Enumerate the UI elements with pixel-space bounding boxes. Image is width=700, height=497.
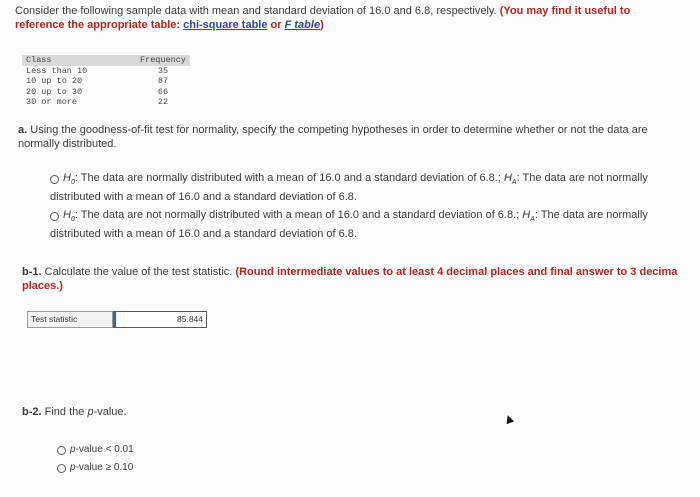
frequency-table (22, 55, 190, 108)
part-b2-text: Find the (44, 406, 85, 418)
class-cell: 20 up to 30 (26, 86, 83, 97)
intro-paren: ) (320, 19, 324, 31)
freq-cell: 22 (157, 97, 169, 107)
part-b1-question (22, 266, 677, 278)
hypothesis-option-2-line-2: distributed with a mean of 16.0 and a standard deviation of 6.8. (50, 228, 357, 240)
intro-or: or (270, 19, 282, 31)
freq-cell: 87 (157, 76, 169, 86)
intro-line-1 (15, 5, 630, 17)
pvalue-option-1-label: p-value < 0.01 (70, 444, 134, 455)
table-row (22, 87, 190, 98)
mouse-cursor-icon (504, 414, 514, 424)
class-cell: Less than 10 (26, 65, 88, 76)
part-b2-p: p (87, 406, 94, 418)
table-header (22, 55, 190, 66)
hypothesis-option-1-line-2: distributed with a mean of 16.0 and a standard deviation of 6.8. (50, 191, 357, 203)
part-b2-question (22, 406, 127, 418)
part-b2-text-end: -value. (93, 406, 127, 418)
part-a-question-line-2: normally distributed. (18, 138, 117, 150)
header-frequency: Frequency (136, 55, 190, 66)
table-row (22, 66, 190, 77)
pvalue-option-2-label: p-value ≥ 0.10 (70, 462, 134, 473)
pvalue-option-2-radio[interactable] (57, 464, 66, 473)
pvalue-option-1-radio[interactable] (57, 446, 66, 455)
part-a-label: a. (18, 124, 28, 136)
part-a-question (18, 124, 648, 136)
hypothesis-option-1-line-1: $H_0$: The data are normally distributed with a mean of 16.0 and a standard deviation of 6.8.; $H_A$: The data are not normally (63, 172, 648, 187)
freq-cell: 66 (157, 86, 169, 97)
part-b1-note: (Round intermediate values to at least 4 decimal places and final answer to 3 decima (235, 266, 678, 278)
test-statistic-input[interactable]: 85.844 (113, 311, 207, 328)
part-a-text: Using the goodness-of-fit test for normality, specify the competing hypotheses in order to determine whether or not the data are (30, 124, 648, 136)
test-statistic-label: Test statistic (27, 311, 113, 328)
table-row (22, 76, 190, 87)
f-table-link[interactable]: F table (284, 19, 321, 31)
hypothesis-option-2-line-1: $H_0$: The data are not normally distributed with a mean of 16.0 and a standard deviation of 6.8.; $H_A$: The data are normally (63, 209, 648, 224)
intro-note-2: reference the appropriate table: (15, 19, 181, 31)
hypothesis-option-2-radio[interactable] (50, 212, 59, 221)
part-b2-label: b-2. (22, 406, 42, 418)
intro-line-2 (15, 19, 324, 31)
intro-note: (You may find it useful to (499, 5, 631, 17)
part-b1-text: Calculate the value of the test statistic. (44, 266, 233, 278)
hypothesis-option-1-radio[interactable] (50, 175, 59, 184)
freq-cell: 35 (157, 65, 169, 76)
table-row (22, 97, 190, 108)
chi-square-table-link[interactable]: chi-square table (183, 19, 268, 31)
header-class: Class (22, 55, 136, 66)
intro-text: Consider the following sample data with mean and standard deviation of 16.0 and 6.8, respectively. (15, 5, 497, 17)
part-b1-label: b-1. (22, 266, 42, 278)
part-b1-note-line-2: places.) (22, 280, 63, 292)
class-cell: 10 up to 20 (26, 76, 83, 86)
class-cell: 30 or more (26, 97, 78, 107)
